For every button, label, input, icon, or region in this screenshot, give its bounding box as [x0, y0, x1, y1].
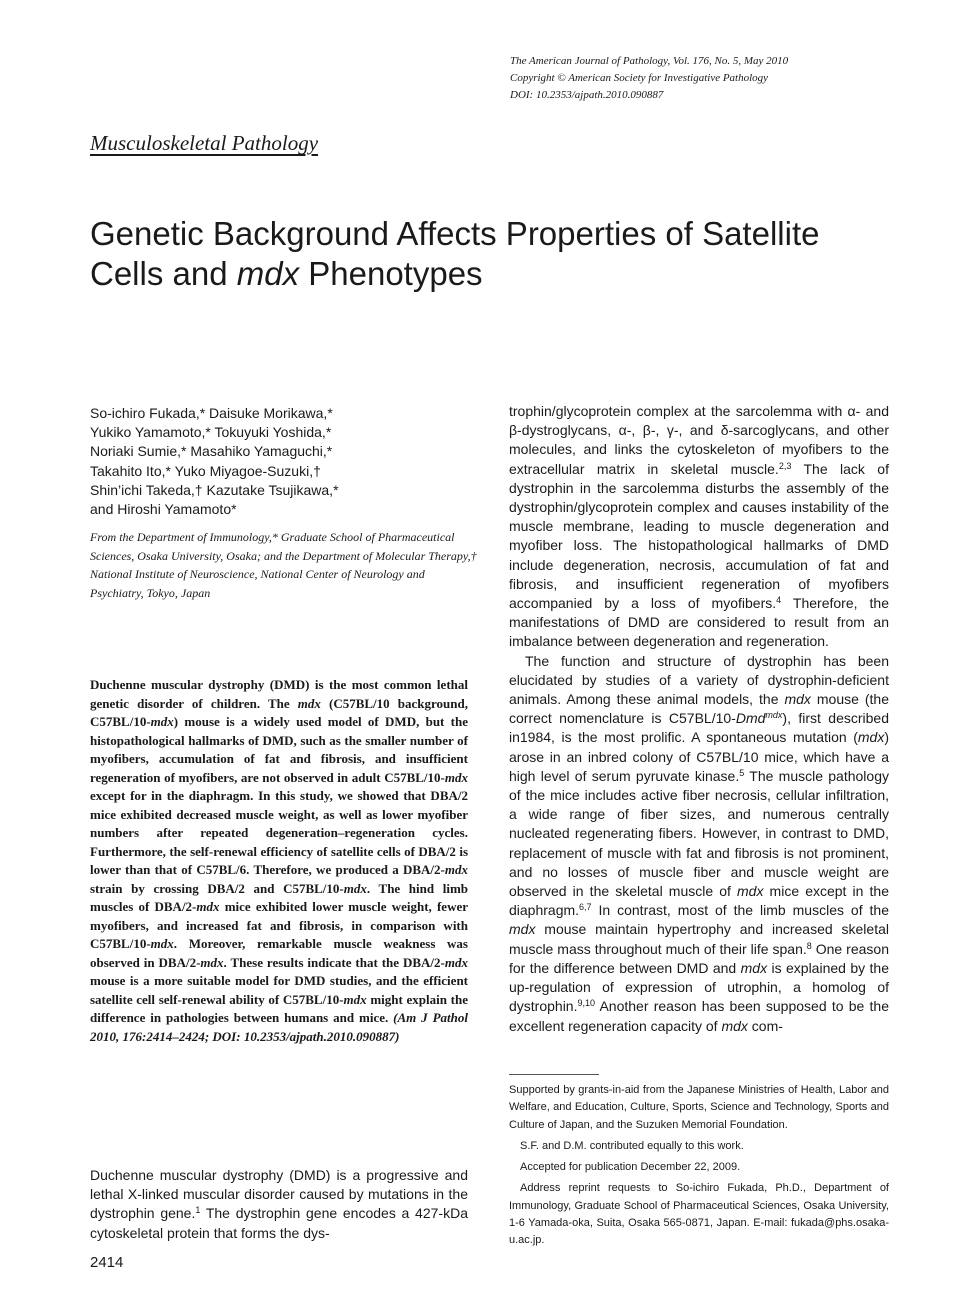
abstract-text: mice exhibited lower muscle weight, fewer myofibers, and increased fat and fibrosis, in comparison with C57BL/10-	[90, 899, 468, 951]
author-line: So-ichiro Fukada,* Daisuke Morikawa,*	[90, 405, 333, 421]
body-text: The muscle pathology of the mice includes active fiber necrosis, cellular infiltration, a wide range of fiber sizes, and numerous centrally nucleated regenerating fibers. However, in contrast to DMD, replacement of muscle with fat and fibrosis is not prominent, and no losses of muscle fiber and muscle weight are observed in the skeletal muscle of	[509, 767, 889, 900]
affiliation: From the Department of Immunology,* Graduate School of Pharmaceutical Sciences, Osaka University, Osaka; and the Department of Molecular Therapy,† National Institute of Neuroscience, National Center of Neurology and Psychiatry, Tokyo, Japan	[90, 530, 477, 600]
body-text: ), first described in1984, is the most prolific. A spontaneous mutation (	[509, 710, 889, 746]
author-line: and Hiroshi Yamamoto*	[90, 501, 237, 518]
body-text: The function and structure of dystrophin has been elucidated by studies of a variety of dystrophin-deficient animals. Among these animal models, the	[509, 652, 889, 708]
footnote-divider	[509, 1074, 599, 1075]
body-paragraph	[509, 652, 889, 1036]
body-text: ) arose in an inbred colony of C57BL/10 mice, which have a high level of serum pyruvate kinase.	[509, 729, 889, 784]
abstract-mdx: mdx	[444, 862, 468, 877]
body-text: trophin/glycoprotein complex at the sarcolemma with α- and β-dystroglycans, α-, β-, γ-, and δ-sarcoglycans, and other molecules, and links the cytoskeleton of myofibers to the extracellular matrix in skeletal muscle.	[509, 403, 889, 477]
abstract-mdx: mdx	[150, 936, 174, 951]
footnote-address: Address reprint requests to So-ichiro Fukada, Ph.D., Department of Immunology, Graduate School of Pharmaceutical Sciences, Osaka University, 1-6 Yamada-oka, Suita, Osaka 565-0871, Japan. E-mail: fukada@phs.osaka-u.ac.jp.	[509, 1182, 889, 1247]
abstract-text: might explain the difference in pathologies between humans and mice.	[90, 991, 468, 1025]
abstract-mdx: mdx	[343, 991, 367, 1007]
author-line: Takahito Ito,* Yuko Miyagoe-Suzuki,†	[90, 462, 321, 479]
journal-citation: The American Journal of Pathology, Vol. 176, No. 5, May 2010	[510, 55, 789, 67]
body-mdx: mdx	[784, 691, 811, 708]
reference-marker: 1	[195, 1205, 201, 1216]
body-text: mice except in the diaphragm.	[509, 883, 889, 919]
reference-marker: 2,3	[778, 460, 792, 471]
abstract	[90, 676, 468, 1046]
abstract-text: . These results indicate that the DBA/2-	[223, 954, 445, 970]
body-column-right	[509, 402, 889, 1036]
title-text-end: Phenotypes	[299, 255, 483, 292]
reference-marker: 8	[806, 940, 812, 951]
body-mdx: mdx	[721, 1017, 748, 1034]
body-mdx: mdx	[509, 921, 536, 938]
journal-copyright: Copyright © American Society for Investigative Pathology	[510, 72, 769, 84]
abstract-mdx: mdx	[444, 954, 468, 970]
body-text: is explained by the up-regulation of expression of utrophin, a homolog of dystrophin.	[509, 959, 889, 1015]
author-line: Yukiko Yamamoto,* Tokuyuki Yoshida,*	[90, 424, 332, 441]
abstract-mdx: mdx	[200, 954, 224, 970]
body-text: Duchenne muscular dystrophy (DMD) is a progressive and lethal X-linked muscular disorder caused by mutations in the dystrophin gene.	[90, 1167, 468, 1222]
footnote-accepted: Accepted for publication December 22, 2009.	[520, 1161, 741, 1174]
body-text: mouse (the correct nomenclature is C57BL/10-	[509, 691, 889, 727]
footnote-equal-contribution: S.F. and D.M. contributed equally to this work.	[520, 1139, 744, 1152]
abstract-text: (C57BL/10 background, C57BL/10-	[90, 695, 468, 729]
reference-marker: 6,7	[579, 902, 592, 913]
title-text: Genetic Background Affects Properties of Satellite Cells and	[90, 215, 820, 292]
abstract-mdx: mdx	[297, 695, 321, 711]
body-dmd: Dmd	[735, 710, 766, 727]
body-text: Therefore, the manifestations of DMD are considered to result from an imbalance between degeneration and regeneration.	[509, 595, 889, 650]
body-paragraph	[509, 402, 889, 652]
journal-doi: DOI: 10.2353/ajpath.2010.090887	[510, 89, 664, 101]
abstract-text: . Moreover, remarkable muscle weakness was observed in DBA/2-	[90, 936, 468, 970]
author-line: Shin’ichi Takeda,† Kazutake Tsujikawa,*	[90, 481, 339, 498]
body-text: In contrast, most of the limb muscles of the	[591, 902, 889, 919]
article-title	[90, 214, 890, 294]
body-text: The lack of dystrophin in the sarcolemma disturbs the assembly of the dystrophin/glycoprotein complex and causes instability of the muscle membrane, leading to muscle degeneration and myofiber loss. The histopathological hallmarks of DMD include degeneration, necrosis, accumulation of fat and fibrosis, and insufficient regeneration of myofibers accompanied by a loss of myofibers.	[509, 460, 889, 612]
abstract-mdx: mdx	[444, 769, 468, 785]
body-text: One reason for the difference between DMD and	[509, 940, 889, 976]
reference-marker: 5	[739, 767, 745, 778]
abstract-text: except for in the diaphragm. In this study, we showed that DBA/2 mice exhibited decreased muscle weight, as well as lower myofiber numbers after repeated degeneration–regeneration cycles. Furthermore, the self-renewal efficiency of satellite cells of DBA/2 is lower than that of C57BL/6. Therefore, we produced a DBA/2-	[90, 788, 468, 877]
body-mdx: mdx	[737, 883, 764, 900]
abstract-text: mouse is a more suitable model for DMD studies, and the efficient satellite cell self-renewal ability of C57BL/10-	[90, 973, 468, 1007]
abstract-mdx: mdx	[196, 899, 220, 914]
abstract-text: . The hind limb muscles of DBA/2-	[90, 880, 469, 914]
body-mdx: mdx	[740, 959, 768, 976]
body-text: mouse maintain hypertrophy and increased skeletal muscle mass throughout much of their life span.	[509, 921, 889, 957]
intro-paragraph-left	[90, 1166, 468, 1243]
body-text: The dystrophin gene encodes a 427-kDa cytoskeletal protein that forms the dys-	[90, 1205, 468, 1241]
reference-marker: 9,10	[577, 998, 596, 1009]
author-line: Noriaki Sumie,* Masahiko Yamaguchi,*	[90, 443, 333, 460]
footnotes	[509, 1082, 889, 1254]
reference-marker: 4	[776, 595, 782, 606]
page-number: 2414	[90, 1254, 124, 1271]
body-text: com-	[747, 1017, 783, 1034]
journal-header	[510, 53, 940, 104]
footnote-support: Supported by grants-in-aid from the Japanese Ministries of Health, Labor and Welfare, and Education, Culture, Sports, Science and Technology, Sports and Culture of Japan, and the Suzuken Memorial Foundation.	[509, 1084, 889, 1131]
section-heading: Musculoskeletal Pathology	[90, 131, 319, 155]
abstract-mdx: mdx	[343, 880, 367, 896]
body-mdx: mdx	[857, 729, 885, 746]
abstract-mdx: mdx	[150, 714, 174, 729]
title-mdx: mdx	[236, 255, 300, 292]
abstract-text: strain by crossing DBA/2 and C57BL/10-	[90, 880, 344, 896]
body-text: Another reason has been supposed to be the excellent regeneration capacity of	[509, 998, 889, 1034]
author-list	[90, 404, 480, 519]
body-mdx-superscript: mdx	[765, 710, 783, 721]
abstract-text: Duchenne muscular dystrophy (DMD) is the most common lethal genetic disorder of children. The	[90, 677, 468, 711]
abstract-citation: (Am J Pathol 2010, 176:2414–2424; DOI: 10.2353/ajpath.2010.090887)	[90, 1010, 468, 1044]
abstract-text: ) mouse is a widely used model of DMD, but the histopathological hallmarks of DMD, such as the smaller number of myofibers, accumulation of fat and fibrosis, and insufficient regeneration of myofibers, are not observed in adult C57BL/10-	[90, 714, 468, 785]
